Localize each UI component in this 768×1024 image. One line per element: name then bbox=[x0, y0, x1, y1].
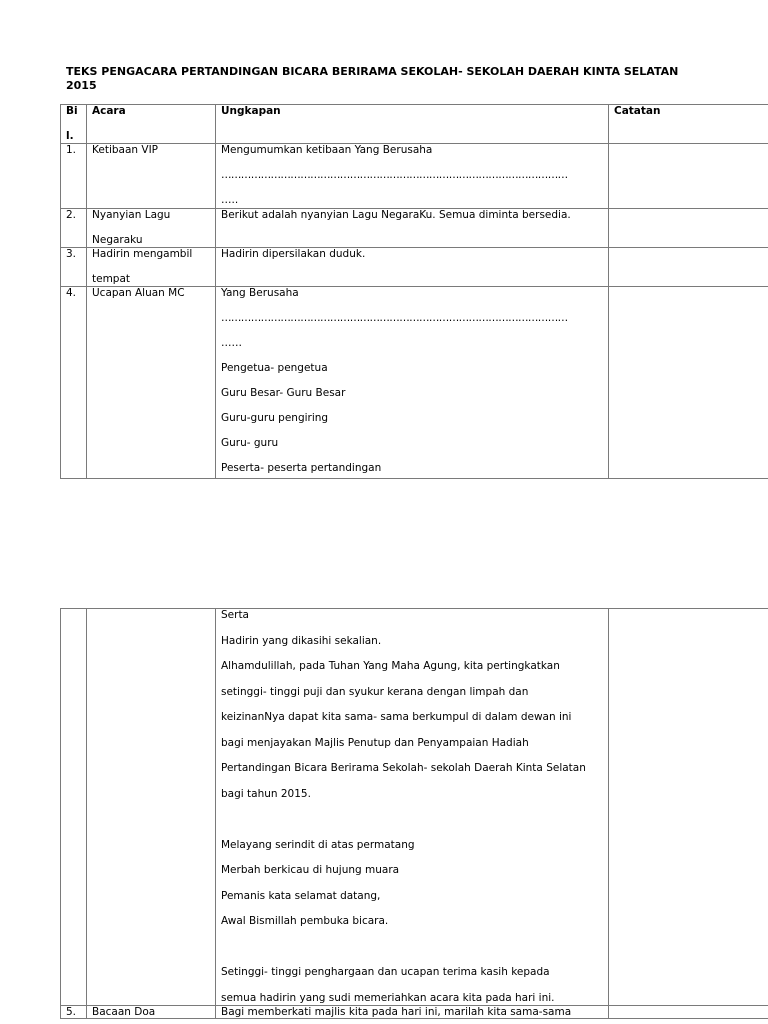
row-acara bbox=[87, 609, 216, 1006]
row-acara: Hadirin mengambil tempat bbox=[87, 248, 216, 287]
row-acara: Nyanyian Lagu Negaraku bbox=[87, 209, 216, 248]
row-bil: 2. bbox=[61, 209, 87, 248]
title-line-2: 2015 bbox=[66, 79, 97, 92]
table-row bbox=[61, 209, 768, 248]
row-acara: Ucapan Aluan MC bbox=[87, 287, 216, 479]
table-header-row bbox=[61, 105, 768, 144]
row-ungkapan: Mengumumkan ketibaan Yang Berusaha …………………………………………………………………………………………… ….. bbox=[216, 144, 609, 209]
row-ungkapan: Serta Hadirin yang dikasihi sekalian. Alhamdulillah, pada Tuhan Yang Maha Agung, kita pertingkatkan setinggi- tinggi puji dan syukur kerana dengan limpah dan keizinanNya dapat kita sama- sama berkumpul di dalam dewan ini bagi menjayakan Majlis Penutup dan Penyampaian Hadiah Pertandingan Bicara Berirama Sekolah- sekolah Daerah Kinta Selatan bagi tahun 2015. Melayang serindit di atas permatang Merbah berkicau di hujung muara Pemanis kata selamat datang, Awal Bismillah pembuka bicara. Setinggi- tinggi penghargaan dan ucapan terima kasih kepada semua hadirin yang sudi memeriahkan acara kita pada hari ini. bbox=[216, 609, 609, 1006]
row-catatan bbox=[609, 287, 768, 479]
document-title bbox=[66, 65, 716, 93]
row-catatan bbox=[609, 609, 768, 1006]
header-acara: Acara bbox=[87, 105, 216, 144]
row-acara: Ketibaan VIP bbox=[87, 144, 216, 209]
title-line-1: TEKS PENGACARA PERTANDINGAN BICARA BERIRAMA SEKOLAH- SEKOLAH DAERAH KINTA SELATAN bbox=[66, 65, 679, 78]
program-table-continued bbox=[60, 608, 768, 1019]
table-row bbox=[61, 248, 768, 287]
table-row bbox=[61, 287, 768, 479]
row-ungkapan: Berikut adalah nyanyian Lagu NegaraKu. Semua diminta bersedia. bbox=[216, 209, 609, 248]
row-bil: 5. bbox=[61, 1006, 87, 1019]
row-catatan bbox=[609, 248, 768, 287]
row-ungkapan: Bagi memberkati majlis kita pada hari ini, marilah kita sama-sama bbox=[216, 1006, 609, 1019]
row-catatan bbox=[609, 1006, 768, 1019]
row-bil: 1. bbox=[61, 144, 87, 209]
program-table bbox=[60, 104, 768, 479]
row-bil: 4. bbox=[61, 287, 87, 479]
row-bil bbox=[61, 609, 87, 1006]
row-bil: 3. bbox=[61, 248, 87, 287]
row-catatan bbox=[609, 209, 768, 248]
header-ungkapan: Ungkapan bbox=[216, 105, 609, 144]
row-ungkapan: Hadirin dipersilakan duduk. bbox=[216, 248, 609, 287]
row-ungkapan: Yang Berusaha …………………………………………………………………………………………… …… Pengetua- pengetua Guru Besar- Guru Besar Guru-guru pengiring Guru- guru Peserta- peserta pertandingan bbox=[216, 287, 609, 479]
row-catatan bbox=[609, 144, 768, 209]
header-bil: Bi l. bbox=[61, 105, 87, 144]
table-row bbox=[61, 1006, 768, 1019]
table-row bbox=[61, 609, 768, 1006]
table-row bbox=[61, 144, 768, 209]
row-acara: Bacaan Doa bbox=[87, 1006, 216, 1019]
header-catatan: Catatan bbox=[609, 105, 768, 144]
